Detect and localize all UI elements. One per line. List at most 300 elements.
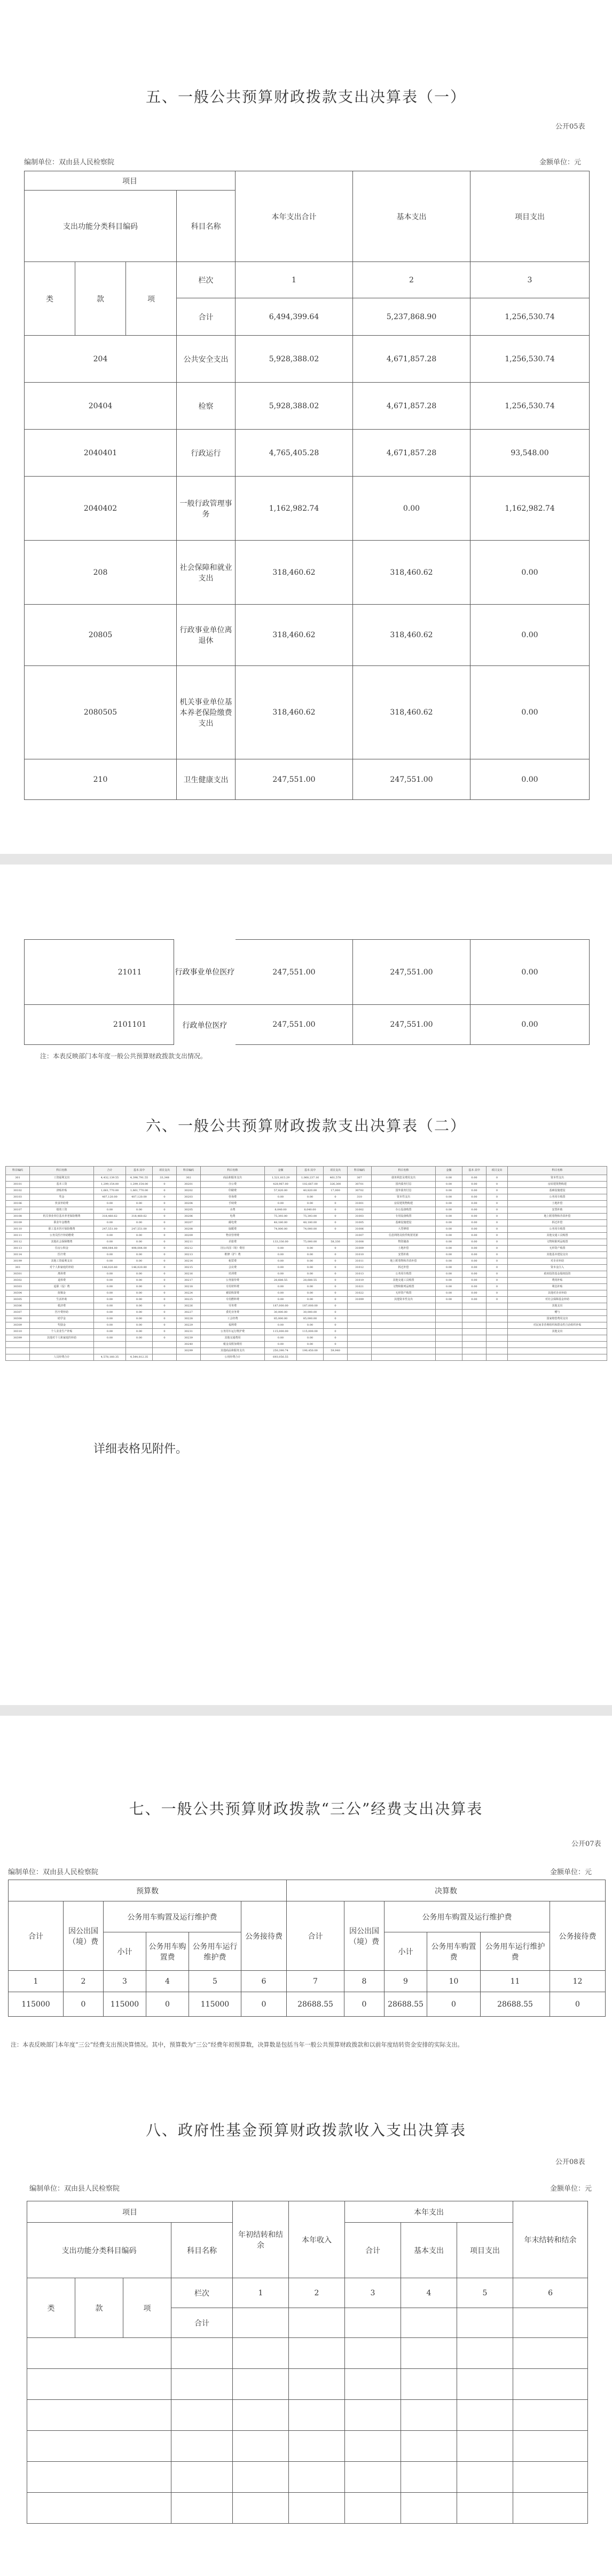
s8-end-balance: 年末结转和结余 [513,2201,588,2278]
mini-cell [372,1322,436,1329]
mini-cell: 0.00 [126,1271,153,1278]
mini-cell: 0.00 [462,1258,487,1265]
mini-cell: 0.00 [436,1297,462,1303]
mini-cell: 30231 [177,1329,201,1335]
mini-cell: 0.00 [265,1258,297,1265]
mini-cell: 0 [153,1271,177,1278]
mini-cell: 其他对企业补助 [508,1290,607,1297]
mini-cell: 326,300 [324,1182,348,1188]
s7-reception: 公务接待费 [550,1901,606,1971]
cell-value: 115000 [189,1992,241,2017]
mini-cell: 国外债务付息 [372,1188,436,1194]
s7-abroad: 因公出国（境）费 [344,1901,385,1971]
header-func-code: 支出功能分类科目编码 [25,191,177,262]
mini-cell: 30218 [177,1284,201,1290]
mini-cell [348,1348,372,1354]
mini-cell: 30208 [177,1226,201,1233]
mini-cell: 30109 [6,1220,30,1226]
header-item: 项目 [25,171,236,191]
cell-code: 20805 [25,605,177,666]
section7-note: 注：本表反映部门本年度“三公”经费支出预决算情况。其中，预算数为“三公”经费年初预算数，决算数是包括当年一般公共预算财政拨款和以前年度结转资金安排的实际支出。 [11,2041,464,2048]
mini-cell: 公用经费合计 [201,1354,265,1361]
mini-cell: 0 [324,1290,348,1297]
mini-cell: 国内债务付息 [372,1182,436,1188]
mini-cell: 0.00 [462,1226,487,1233]
s8-basic-exp: 基本支出 [401,2223,457,2278]
mini-cell: 无形资产购置 [508,1246,607,1252]
mini-cell: 0 [324,1316,348,1322]
section5-title: 五、一般公共预算财政拨款支出决算表（一） [145,88,466,106]
mini-cell: 0.00 [126,1316,153,1322]
mini-cell: 0.00 [94,1284,126,1290]
mini-cell: 医疗费补助 [30,1310,94,1316]
mini-header-cell: 项目支出 [153,1167,177,1175]
table-row [25,666,590,759]
mini-cell: 0 [324,1201,348,1207]
col-num: 1 [9,1971,64,1992]
mini-cell: 0 [324,1335,348,1342]
mini-cell: 461,578 [324,1175,348,1182]
mini-cell: 0.00 [126,1220,153,1226]
mini-cell: 31002 [348,1207,372,1214]
mini-cell: 0 [487,1207,508,1214]
mini-cell: 对社会保障基金补助 [508,1297,607,1303]
mini-cell: 0.00 [126,1278,153,1284]
mini-cell: 0.00 [462,1271,487,1278]
mini-cell [94,1348,126,1354]
col-num: 7 [287,1971,344,1992]
mini-cell [348,1335,372,1342]
mini-cell: 0 [324,1271,348,1278]
mini-cell: 0.00 [462,1239,487,1246]
mini-cell: 0.00 [126,1297,153,1303]
table-row [25,430,590,477]
mini-cell: 0.00 [126,1322,153,1329]
total-value: 5,237,868.90 [353,298,470,336]
page-gap [0,854,612,865]
mini-cell [462,1303,487,1310]
section6-attach-note: 详细表格见附件。 [93,1442,188,1456]
mini-cell: 工会经费 [201,1316,265,1322]
s8-class: 类 [27,2278,75,2338]
mini-cell: 30701 [348,1182,372,1188]
mini-cell: 文物和陈列品购置 [508,1239,607,1246]
mini-cell: 187,000.00 [265,1303,297,1310]
mini-cell [94,1342,126,1348]
mini-cell: 0.00 [297,1271,324,1278]
table-row [27,2462,588,2493]
mini-cell: 0.00 [265,1252,297,1258]
cell-total: 1,162,982.74 [236,477,353,541]
mini-header-cell: 金额 [265,1167,297,1175]
mini-cell: 0.00 [94,1233,126,1239]
mini-cell: 救济费 [30,1303,94,1310]
mini-cell: 0.00 [462,1290,487,1297]
section8-money-unit: 金额单位：元 [550,2185,592,2193]
mini-cell: 奖金 [30,1194,94,1201]
mini-cell: 0.00 [462,1233,487,1239]
mini-cell [30,1348,94,1354]
mini-row [6,1271,607,1278]
mini-cell: 318,460.62 [126,1214,153,1220]
mini-cell: 机关事业单位基本养老保险缴费 [30,1214,94,1220]
cell-name: 行政事业单位医疗 [174,939,236,1004]
mini-cell: 被装购置费 [201,1290,265,1297]
col-num: 2 [353,262,470,298]
s8-exp-total: 合计 [345,2223,401,2278]
mini-cell: 30301 [6,1271,30,1278]
mini-cell: 住房公积金 [30,1246,94,1252]
mini-cell: 0.00 [265,1201,297,1207]
mini-row [6,1175,607,1182]
mini-cell: 30226 [177,1303,201,1310]
mini-cell: 0.00 [436,1220,462,1226]
col-num: 12 [550,1971,606,1992]
mini-cell: 28,688.55 [265,1278,297,1284]
cell-value: 0 [550,1992,606,2017]
mini-cell: 0.00 [94,1335,126,1342]
cell-value: 115000 [9,1992,64,2017]
table-row [25,605,590,666]
mini-cell [462,1342,487,1348]
section5-note: 注：本表反映部门本年度一般公共预算财政拨款支出情况。 [40,1052,207,1060]
mini-row [6,1265,607,1271]
mini-cell [487,1322,508,1329]
mini-cell: 委托业务费 [201,1310,265,1316]
cell-total: 318,460.62 [236,666,353,759]
mini-cell: 物业管理费 [201,1233,265,1239]
mini-cell: 0.00 [94,1201,126,1207]
mini-cell: 30303 [6,1284,30,1290]
s8-kind: 款 [75,2278,123,2338]
mini-cell: 0.00 [436,1278,462,1284]
table-row [25,477,590,541]
mini-cell: 0 [153,1220,177,1226]
mini-cell: 85,000.00 [297,1316,324,1322]
mini-cell: 0 [487,1258,508,1265]
mini-cell: 政府投资基金股权投资 [508,1271,607,1278]
mini-cell: 0.00 [265,1335,297,1342]
mini-cell: 税金及附加费用 [201,1342,265,1348]
mini-cell [436,1303,462,1310]
mini-cell: 146,020.80 [126,1265,153,1271]
cell-total: 247,551.00 [236,1005,353,1045]
mini-cell: 伙食补助费 [30,1201,94,1207]
mini-cell: 租赁费 [201,1258,265,1265]
mini-cell: 30213 [177,1252,201,1258]
s8-project-exp: 项目支出 [457,2223,513,2278]
mini-cell: 30209 [177,1233,201,1239]
cell-name: 社会保障和就业支出 [177,541,236,605]
mini-cell: 0.00 [462,1220,487,1226]
mini-cell: 0 [324,1303,348,1310]
mini-cell [436,1310,462,1316]
mini-cell: 0.00 [265,1342,297,1348]
mini-cell: 74,000.00 [265,1226,297,1233]
mini-cell: 个人农业生产补贴 [30,1329,94,1335]
mini-cell: 75,000.00 [297,1239,324,1246]
mini-cell: 费用补贴 [508,1278,607,1284]
mini-cell: 59,940 [324,1348,348,1354]
mini-cell: 0.00 [126,1290,153,1297]
mini-cell: 其他支出 [508,1303,607,1310]
mini-cell: 0.00 [94,1239,126,1246]
header-project-exp: 项目支出 [470,171,590,262]
mini-cell: 40,820.00 [297,1188,324,1194]
mini-cell: 0 [487,1226,508,1233]
mini-cell: 赠与 [508,1310,607,1316]
s8-col-item: 项 [123,2278,171,2338]
section6-mini-table [5,1166,607,1361]
mini-cell: 房屋建筑物购建 [372,1201,436,1207]
mini-cell: 307 [348,1175,372,1182]
col-num: 9 [385,1971,427,1992]
mini-cell: 30112 [6,1239,30,1246]
mini-cell: 基础设施建设 [508,1188,607,1194]
cell-total: 4,765,405.28 [236,430,353,477]
mini-cell: 8,040.00 [265,1207,297,1214]
mini-cell: 30211 [177,1239,201,1246]
cell-code: 210 [25,759,177,800]
mini-cell: 31022 [348,1290,372,1297]
mini-cell: 0.00 [265,1284,297,1290]
mini-cell [372,1335,436,1342]
mini-cell: 318,460.62 [94,1214,126,1220]
mini-cell: 133,336.00 [265,1239,297,1246]
mini-cell: 0.00 [462,1265,487,1271]
mini-header-cell: 科目名称 [508,1167,607,1175]
mini-cell: 30302 [6,1278,30,1284]
cell-value: 0 [344,1992,385,2017]
mini-row [6,1194,607,1201]
mini-cell [487,1342,508,1348]
mini-header-row [6,1167,607,1175]
mini-cell: 115,000.00 [265,1329,297,1335]
cell-basic: 4,671,857.28 [353,430,470,477]
section5-table-cont [24,939,590,1045]
mini-cell: 190,450.00 [297,1348,324,1354]
cell-value: 115000 [104,1992,146,2017]
cell-basic: 247,551.00 [353,940,470,1005]
mini-cell: 0 [153,1290,177,1297]
mini-cell: 0 [153,1214,177,1220]
col-num: 11 [481,1971,550,1992]
cell-code: 2040401 [25,430,177,477]
mini-cell: 国家赔偿费用支出 [508,1316,607,1322]
mini-cell: 30207 [177,1220,201,1226]
mini-cell: 0.00 [94,1310,126,1316]
mini-cell: 31006 [348,1226,372,1233]
mini-cell: 信息网络及软件购置更新 [372,1233,436,1239]
mini-cell: 0 [324,1265,348,1271]
mini-cell: 31021 [348,1284,372,1290]
mini-cell: 0.00 [297,1252,324,1258]
mini-cell: 0 [324,1310,348,1316]
mini-row [6,1290,607,1297]
mini-cell: 0 [487,1175,508,1182]
total-value: 6,494,399.64 [236,298,353,336]
mini-cell: 30305 [6,1297,30,1303]
cell-total: 5,928,388.02 [236,336,353,383]
mini-row [6,1220,607,1226]
mini-cell [372,1303,436,1310]
mini-cell: 0.00 [94,1278,126,1284]
mini-cell: 0 [487,1271,508,1278]
mini-cell: 公务用车购置 [508,1226,607,1233]
mini-row [6,1182,607,1188]
mini-cell: 其他支出 [508,1329,607,1335]
mini-cell: 咨询费 [201,1194,265,1201]
mini-cell: 职工基本医疗保险缴费 [30,1226,94,1233]
mini-cell: 102,667.00 [297,1182,324,1188]
mini-cell: 30205 [177,1207,201,1214]
mini-cell: 资本金注入 [508,1265,607,1271]
mini-cell [348,1342,372,1348]
s7-num-row [9,1971,606,1992]
mini-cell: 0 [324,1322,348,1329]
mini-cell: 0 [487,1214,508,1220]
mini-row [6,1239,607,1246]
s8-subject: 科目名称 [171,2223,233,2278]
table-row [25,383,590,430]
cell-project: 0.00 [470,940,590,1005]
mini-header-cell: 项目支出 [487,1167,508,1175]
cell-basic: 247,551.00 [353,1005,470,1045]
s7-subtotal: 小计 [104,1932,146,1971]
mini-cell: 0.00 [94,1258,126,1265]
mini-cell: 30399 [6,1335,30,1342]
mini-cell [6,1354,30,1361]
mini-cell [348,1329,372,1335]
mini-cell: 31003 [348,1214,372,1220]
mini-cell [324,1354,348,1361]
mini-cell: 0.00 [436,1233,462,1239]
cell-basic: 4,671,857.28 [353,336,470,383]
s8-year-exp: 本年支出 [345,2201,513,2223]
section5-page-no: 公开05表 [555,123,585,131]
mini-cell: 0.00 [94,1329,126,1335]
col-num: 8 [344,1971,385,1992]
mini-cell: 办公设备购置 [372,1207,436,1214]
mini-cell: 0 [487,1297,508,1303]
cell-code: 208 [25,541,177,605]
mini-cell: 0 [487,1278,508,1284]
mini-cell [372,1329,436,1335]
mini-cell: 0.00 [297,1265,324,1271]
mini-cell: 0 [487,1290,508,1297]
mini-cell: 抚恤金 [30,1290,94,1297]
mini-cell: 0.00 [94,1303,126,1310]
mini-cell: 0 [153,1297,177,1303]
table-row [27,2493,588,2524]
col-num: 1 [233,2278,289,2308]
cell-project: 1,162,982.74 [470,477,590,541]
mini-row [6,1316,607,1322]
cell-project: 0.00 [470,759,590,800]
col-num: 6 [241,1971,287,1992]
mini-cell [508,1342,607,1348]
mini-cell [265,1233,297,1239]
mini-cell: 职业年金缴费 [30,1220,94,1226]
mini-cell [462,1329,487,1335]
cell-name: 行政单位医疗 [174,1005,236,1045]
mini-cell: 30114 [6,1252,30,1258]
mini-cell: 30107 [6,1207,30,1214]
mini-cell: 30202 [177,1188,201,1194]
mini-row [6,1226,607,1233]
mini-cell: 0.00 [126,1329,153,1335]
cell-project: 0.00 [470,666,590,759]
mini-cell: 会议费 [201,1265,265,1271]
mini-cell: 0 [153,1316,177,1322]
header-basic-exp: 基本支出 [353,171,470,262]
mini-cell [436,1354,462,1361]
mini-cell: 0.00 [94,1322,126,1329]
cell-name: 卫生健康支出 [177,759,236,800]
cell-basic: 318,460.62 [353,666,470,759]
mini-cell: 407,120.00 [126,1194,153,1201]
cell-name: 行政事业单位离退休 [177,605,236,666]
mini-cell: 0 [324,1252,348,1258]
mini-cell: 医疗费 [30,1252,94,1258]
mini-cell: 安置补助 [372,1252,436,1258]
mini-row [6,1297,607,1303]
mini-cell: 0 [153,1258,177,1265]
mini-cell [6,1348,30,1354]
mini-cell: 0.00 [126,1335,153,1342]
mini-cell: 0 [487,1252,508,1258]
mini-cell [372,1348,436,1354]
mini-cell: 30308 [6,1316,30,1322]
section7-money-unit: 金额单位：元 [550,1868,592,1876]
s7-car-buy: 公务用车购置费 [146,1932,189,1971]
mini-row [6,1303,607,1310]
mini-cell: 0 [487,1194,508,1201]
mini-cell: 0.00 [297,1322,324,1329]
mini-row [6,1214,607,1220]
mini-cell: 30113 [6,1246,30,1252]
mini-cell: 30217 [177,1278,201,1284]
cell-basic: 318,460.62 [353,605,470,666]
cell-project: 0.00 [470,605,590,666]
mini-cell: 30103 [6,1194,30,1201]
mini-cell: 差旅费 [201,1239,265,1246]
mini-cell [126,1342,153,1348]
mini-cell [462,1335,487,1342]
mini-cell [6,1342,30,1348]
mini-row [6,1284,607,1290]
mini-cell: 75,393.00 [297,1214,324,1220]
table-row [27,2400,588,2431]
mini-cell: 地上附着物和青苗补偿 [372,1258,436,1265]
cell-basic: 0.00 [353,477,470,541]
section5-table [24,171,590,800]
mini-cell: 30306 [6,1303,30,1310]
mini-cell: 30,000.00 [297,1310,324,1316]
cell-basic: 318,460.62 [353,541,470,605]
cell-total: 5,928,388.02 [236,383,353,430]
mini-row [6,1188,607,1194]
table-row [27,2369,588,2400]
mini-cell: 其他商品和服务支出 [201,1348,265,1354]
mini-cell [372,1310,436,1316]
mini-cell: 0 [153,1194,177,1201]
mini-cell: 4,432,139.55 [94,1175,126,1182]
mini-cell [487,1329,508,1335]
cell-value: 0 [427,1992,481,2017]
mini-cell: 其他社会保障缴费 [30,1239,94,1246]
mini-cell: 0 [153,1265,177,1271]
